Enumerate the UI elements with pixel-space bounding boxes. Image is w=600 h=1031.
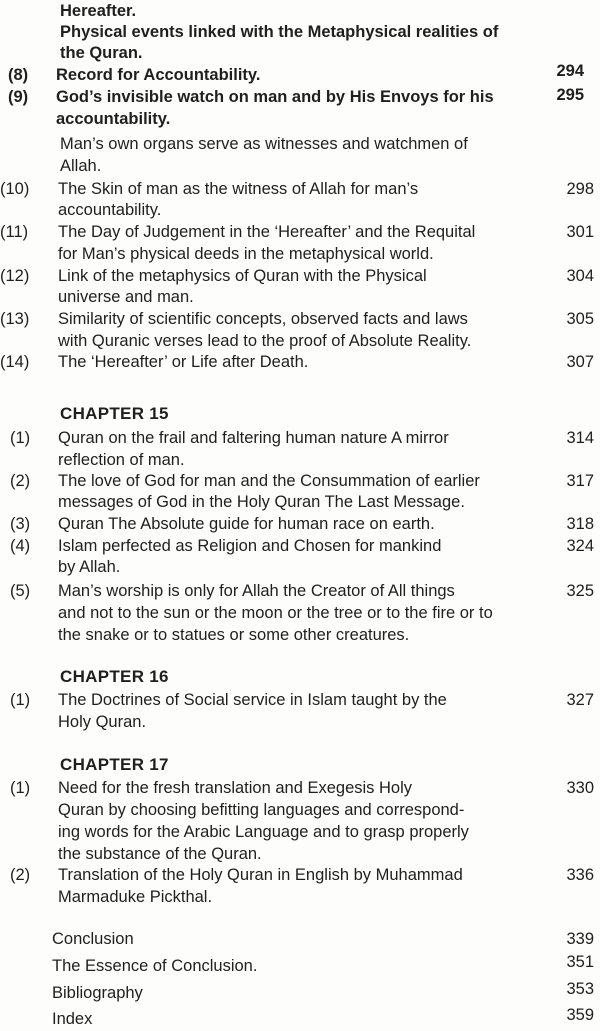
item-text: The ‘Hereafter’ or Life after Death. — [58, 353, 309, 371]
item-number: (1) — [10, 691, 31, 709]
item-number: (10) — [0, 180, 30, 198]
item-text: Need for the fresh translation and Exegesis Holy — [58, 779, 413, 797]
item-number: (5) — [10, 582, 31, 600]
item-text: Marmaduke Pickthal. — [58, 888, 213, 906]
item-number: (1) — [10, 429, 31, 447]
page-number: 304 — [566, 267, 594, 285]
item-text: Index — [52, 1010, 93, 1028]
page-number: 298 — [566, 180, 594, 198]
page-number: 295 — [556, 86, 584, 104]
page-number: 330 — [566, 779, 594, 797]
item-text: the Quran. — [60, 44, 143, 62]
page-number: 353 — [566, 980, 594, 998]
chapter-heading: CHAPTER 15 — [60, 404, 169, 423]
toc-line — [0, 711, 600, 733]
toc-line — [0, 821, 600, 843]
page-number: 314 — [566, 429, 594, 447]
item-number: (11) — [0, 223, 29, 241]
item-number: (9) — [8, 88, 29, 106]
item-number: (3) — [10, 515, 31, 533]
toc-line — [0, 689, 600, 711]
item-number: (2) — [10, 472, 31, 490]
item-text: God’s invisible watch on man and by His Envoys for his — [56, 88, 494, 106]
item-text: Hereafter. — [60, 2, 137, 20]
page-number: 307 — [566, 353, 594, 371]
item-text: The Day of Judgement in the ‘Hereafter’ and the Requital — [58, 223, 476, 241]
toc-line — [0, 351, 600, 373]
toc-line — [0, 243, 600, 265]
toc-line — [0, 1008, 600, 1030]
item-text: Allah. — [60, 157, 102, 175]
item-text: ing words for the Arabic Language and to grasp properly — [58, 823, 469, 841]
toc-line — [0, 535, 600, 557]
toc-line — [0, 308, 600, 330]
item-text: The Essence of Conclusion. — [52, 957, 258, 975]
toc-line — [0, 777, 600, 799]
toc-line — [0, 982, 600, 1004]
page-number: 305 — [566, 310, 594, 328]
toc-line — [0, 221, 600, 243]
page-number: 325 — [566, 582, 594, 600]
toc-line — [0, 330, 600, 352]
toc-line — [0, 624, 600, 646]
item-text: Conclusion — [52, 930, 134, 948]
item-text: Translation of the Holy Quran in English by Muhammad — [58, 866, 463, 884]
toc-line — [0, 21, 600, 43]
toc-line — [0, 864, 600, 886]
item-number: (14) — [0, 353, 30, 371]
item-text: Link of the metaphysics of Quran with the Physical — [58, 267, 427, 285]
toc-line — [0, 108, 600, 130]
page-number: 318 — [566, 515, 594, 533]
item-number: (8) — [8, 66, 29, 84]
item-number: (2) — [10, 866, 31, 884]
toc-line — [0, 86, 600, 108]
page-number: 317 — [566, 472, 594, 490]
page-number: 336 — [566, 866, 594, 884]
toc-line — [0, 199, 600, 221]
item-text: Quran The Absolute guide for human race on earth. — [58, 515, 435, 533]
toc-line — [0, 0, 600, 22]
item-text: Physical events linked with the Metaphysical realities of — [60, 23, 499, 41]
item-text: Quran on the frail and faltering human nature A mirror — [58, 429, 449, 447]
toc-line — [0, 491, 600, 513]
toc-line — [0, 602, 600, 624]
item-number: (13) — [0, 310, 30, 328]
toc-line — [0, 133, 600, 155]
item-text: accountability. — [58, 201, 162, 219]
item-text: with Quranic verses lead to the proof of Absolute Reality. — [58, 332, 472, 350]
toc-line — [0, 556, 600, 578]
chapter-heading: CHAPTER 16 — [60, 667, 169, 686]
page-number: 294 — [556, 62, 584, 80]
item-text: Similarity of scientific concepts, observed facts and laws — [58, 310, 468, 328]
item-number: (1) — [10, 779, 31, 797]
item-text: Quran by choosing befitting languages and correspond- — [58, 801, 465, 819]
item-text: accountability. — [56, 110, 171, 128]
item-text: for Man’s physical deeds in the metaphysical world. — [58, 245, 434, 263]
item-number: (12) — [0, 267, 30, 285]
toc-line — [0, 178, 600, 200]
item-text: reflection of man. — [58, 451, 185, 469]
item-text: The Skin of man as the witness of Allah for man’s — [58, 180, 419, 198]
toc-line — [0, 886, 600, 908]
item-text: Holy Quran. — [58, 713, 147, 731]
item-text: and not to the sun or the moon or the tree or to the fire or to — [58, 604, 493, 622]
toc-line — [0, 470, 600, 492]
item-text: Man’s own organs serve as witnesses and watchmen of — [60, 135, 468, 153]
item-text: the substance of the Quran. — [58, 845, 262, 863]
toc-line — [0, 955, 600, 977]
item-text: messages of God in the Holy Quran The Last Message. — [58, 493, 465, 511]
toc-line — [0, 449, 600, 471]
item-text: by Allah. — [58, 558, 121, 576]
item-text: universe and man. — [58, 288, 194, 306]
page-number: 359 — [566, 1006, 594, 1024]
page-number: 301 — [566, 223, 594, 241]
item-number: (4) — [10, 537, 31, 555]
item-text: Bibliography — [52, 984, 143, 1002]
chapter-heading: CHAPTER 17 — [60, 755, 169, 774]
page-number: 324 — [566, 537, 594, 555]
toc-line — [0, 513, 600, 535]
toc-line — [0, 42, 600, 64]
item-text: The love of God for man and the Consummation of earlier — [58, 472, 480, 490]
toc-line — [0, 286, 600, 308]
page-number: 339 — [566, 930, 594, 948]
toc-line — [0, 580, 600, 602]
toc-line — [0, 799, 600, 821]
toc-line — [0, 265, 600, 287]
toc-line — [0, 64, 600, 86]
page-number: 351 — [566, 953, 594, 971]
toc-line — [0, 843, 600, 865]
item-text: Man’s worship is only for Allah the Creator of All things — [58, 582, 455, 600]
item-text: the snake or to statues or some other creatures. — [58, 626, 410, 644]
page-number: 327 — [566, 691, 594, 709]
toc-line — [0, 427, 600, 449]
toc-line — [0, 155, 600, 177]
item-text: Islam perfected as Religion and Chosen for mankind — [58, 537, 442, 555]
item-text: Record for Accountability. — [56, 66, 261, 84]
item-text: The Doctrines of Social service in Islam taught by the — [58, 691, 447, 709]
toc-line — [0, 928, 600, 950]
